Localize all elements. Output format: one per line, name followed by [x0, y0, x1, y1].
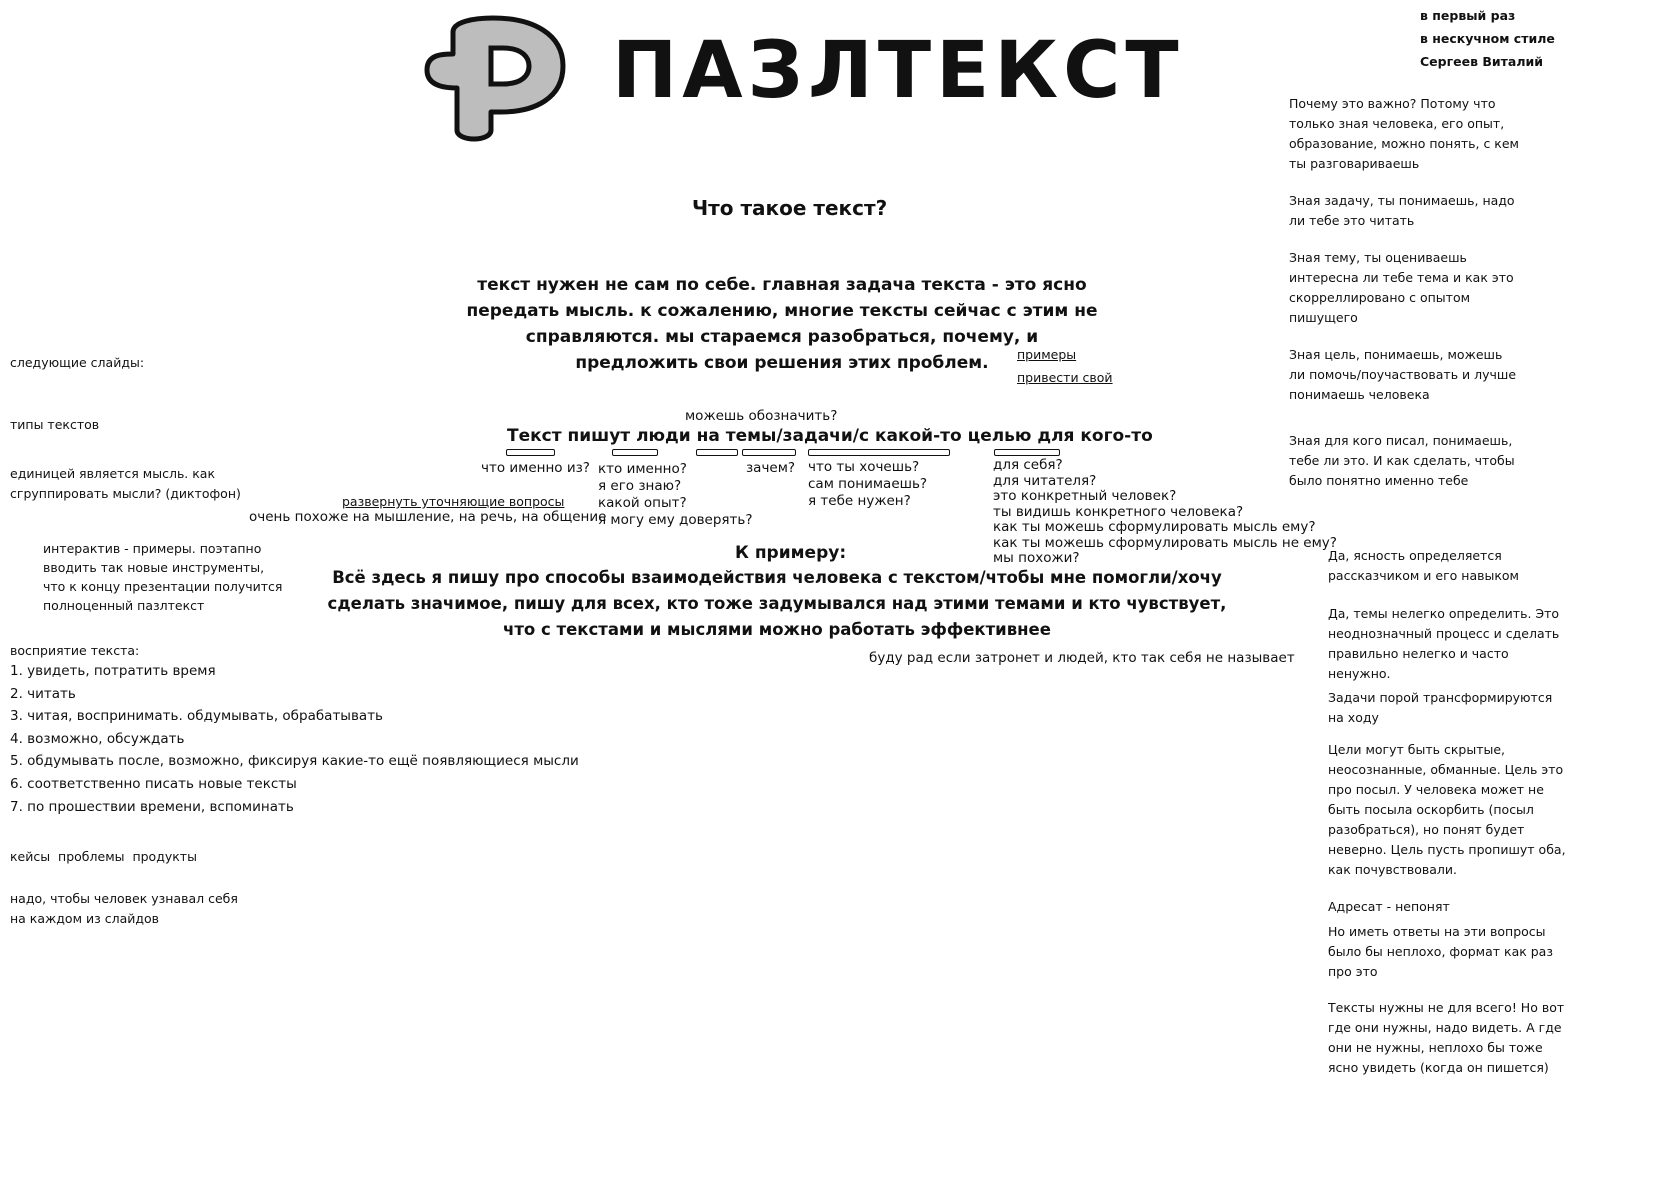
question-item: как ты можешь сформулировать мысль ему? — [993, 519, 1316, 535]
examples-link[interactable]: примеры — [1017, 347, 1077, 362]
unit-line: единицей является мысль. как — [10, 466, 216, 481]
author-block — [1420, 4, 1555, 73]
perception-title: восприятие текста: — [10, 643, 140, 658]
question-what: что именно из? — [481, 460, 590, 476]
right-note-addressee: Адресат - непонят — [1328, 899, 1450, 914]
example-heading: К примеру: — [735, 543, 847, 563]
unit-note — [10, 464, 241, 504]
right-note-themes: Да, темы нелегко определить. Это неоднозначный процесс и сделать правильно нелегко и часто ненужно. — [1328, 606, 1560, 681]
right-note-whom: Зная для кого писал, понимаешь, тебе ли это. И как сделать, чтобы было понятно именно тебе — [1289, 433, 1515, 488]
question-item: сам понимаешь? — [808, 476, 928, 492]
underline-people — [506, 449, 555, 456]
interactive-line: вводить так новые инструменты, — [43, 560, 265, 575]
question-why: зачем? — [746, 460, 796, 476]
right-note-task: Зная задачу, ты понимаешь, надо ли тебе это читать — [1289, 193, 1515, 228]
right-note-answers: Но иметь ответы на эти вопросы было бы неплохо, формат как раз про это — [1328, 924, 1553, 979]
interactive-note — [43, 539, 282, 615]
question-item: для читателя? — [993, 472, 1097, 489]
question-item: я могу ему доверять? — [598, 512, 753, 528]
author-line: Сергеев Виталий — [1420, 54, 1543, 69]
underline-goal — [808, 449, 950, 456]
question-item: кто именно? — [598, 461, 687, 477]
interactive-line: полноценный пазлтекст — [43, 598, 205, 613]
right-note-tasks: Задачи порой трансформируются на ходу — [1328, 690, 1553, 725]
give-own-link[interactable]: привести свой — [1017, 370, 1113, 385]
underline-topics — [696, 449, 738, 456]
interactive-line: что к концу презентации получится — [43, 579, 283, 594]
can-mark-question: можешь обозначить? — [685, 408, 838, 424]
question-item: как ты можешь сформулировать мысль не ему? — [993, 534, 1337, 551]
perception-item: 2. читать — [10, 685, 76, 702]
question-item: какой опыт? — [598, 495, 687, 511]
question-item: это конкретный человек? — [993, 488, 1177, 504]
unit-line: сгруппировать мысли? (диктофон) — [10, 486, 241, 501]
author-line: в нескучном стиле — [1420, 31, 1555, 46]
example-text: Всё здесь я пишу про способы взаимодействия человека с текстом/чтобы мне помогли/хочу сделать значимое, пишу для всех, кто тоже задумывался над этими темами и кто чувствует, что с текстами и мыслями можно работать эффективнее — [327, 568, 1227, 639]
recognize-line: на каждом из слайдов — [10, 911, 160, 926]
right-note-importance: Почему это важно? Потому что только зная человека, его опыт, образование, можно понять, с кем ты разговариваешь — [1289, 96, 1519, 171]
right-note-texts-needed: Тексты нужны не для всего! Но вот где они нужны, надо видеть. А где они не нужны, неплохо бы тоже ясно увидеть (когда он пишется) — [1328, 1000, 1565, 1075]
recognize-line: надо, чтобы человек узнавал себя — [10, 891, 238, 906]
perception-item: 5. обдумывать после, возможно, фиксируя какие-то ещё появляющиеся мысли — [10, 753, 579, 770]
perception-item: 1. увидеть, потратить время — [10, 663, 216, 679]
questions-goal — [808, 459, 927, 510]
glad-note: буду рад если затронет и людей, кто так себя не называет — [869, 650, 1295, 666]
perception-item: 6. соответственно писать новые тексты — [10, 775, 297, 792]
cases-problems-products: кейсы проблемы продукты — [10, 849, 197, 864]
recognize-note — [10, 889, 238, 929]
underline-whom — [994, 449, 1060, 456]
author-line: в первый раз — [1420, 8, 1516, 23]
questions-whom — [993, 458, 1337, 567]
lead-paragraph: текст нужен не сам по себе. главная задача текста - это ясно передать мысль. к сожалению, многие тексты сейчас с этим не справляются. мы стараемся разобраться, почему, и предложить свои решения этих проблем. — [466, 275, 1098, 373]
question-item: для себя? — [993, 457, 1063, 473]
logo-title: ПАЗЛТЕКСТ — [612, 26, 1184, 116]
question-item: мы похожи? — [993, 550, 1080, 566]
underline-people-2 — [612, 449, 658, 456]
interactive-line: интерактив - примеры. поэтапно — [43, 541, 262, 556]
perception-list — [10, 660, 579, 818]
right-note-clarity: Да, ясность определяется рассказчиком и его навыком — [1328, 548, 1519, 583]
perception-item: 4. возможно, обсуждать — [10, 730, 185, 747]
perception-item: 7. по прошествии времени, вспоминать — [10, 798, 294, 815]
underline-tasks — [742, 449, 796, 456]
right-note-goal: Зная цель, понимаешь, можешь ли помочь/поучаствовать и лучше понимаешь человека — [1289, 347, 1517, 402]
question-item: я тебе нужен? — [808, 493, 911, 509]
perception-item: 3. читая, воспринимать. обдумывать, обрабатывать — [10, 708, 384, 725]
right-note-topic: Зная тему, ты оцениваешь интересна ли тебе тема и как это скорреллировано с опытом пишущего — [1289, 250, 1514, 325]
question-item: ты видишь конкретного человека? — [993, 503, 1244, 520]
logo-p-icon — [413, 14, 573, 144]
question-item: что ты хочешь? — [808, 459, 920, 475]
types-label: типы текстов — [10, 417, 100, 432]
questions-who — [598, 461, 753, 529]
similar-note: очень похоже на мышление, на речь, на общение — [249, 509, 607, 525]
expand-questions-link[interactable]: развернуть уточняющие вопросы — [342, 494, 565, 509]
right-note-goals: Цели могут быть скрытые, неосознанные, обманные. Цель это про посыл. У человека может не быть посыла оскорбить (посыл разобраться), но понят будет неверно. Цель пусть пропишут оба, как почувствовали. — [1328, 742, 1566, 877]
page-title: Что такое текст? — [692, 196, 888, 220]
main-sentence: Текст пишут люди на темы/задачи/с какой-то целью для кого-то — [507, 426, 1153, 446]
next-slides-label: следующие слайды: — [10, 355, 145, 370]
question-item: я его знаю? — [598, 478, 682, 494]
